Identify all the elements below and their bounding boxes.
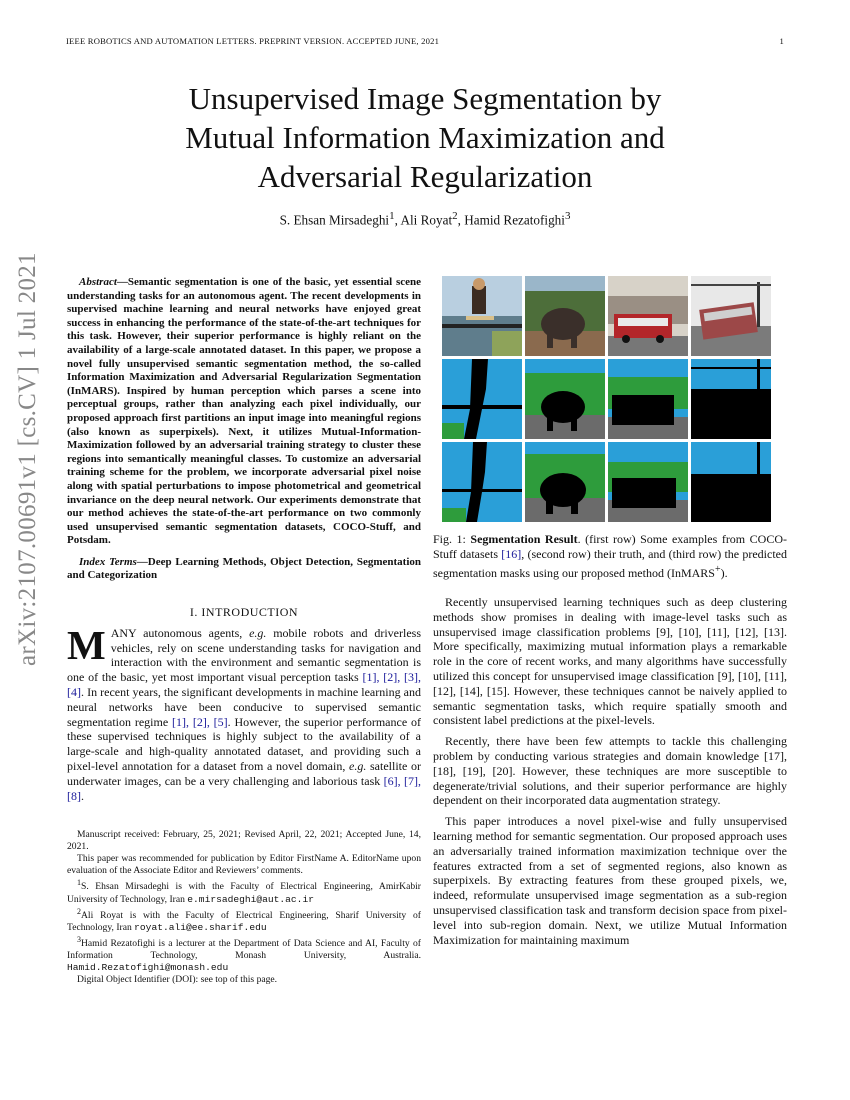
body-paragraph: Recently unsupervised learning techniques such as deep clustering methods show promises in dealing with image-level tasks such as unsupervised image classification problems [9], [10], [11], [12], [13]. More specifically, maximizing mutual information plays a remarkable role in the core of recent works, and many algorithms have successfully utilized this concept for unsupervised image classification [9], [10], [11], [12], [14], [15]. However, these techniques cannot be naively applied to semantic segmentation tasks, which require spatially smooth and consistent label predictions at the pixel-levels. [433,595,787,728]
abstract-text: —Semantic segmentation is one of the basic, yet essential scene understanding tasks for an autonomous agent. The recent developments in supervised machine learning and neural networks have enjoyed great success in enhancing the performance of the state-of-the-art techniques for this task. However, their superior performance is highly reliant on the availability of a large-scale annotated dataset. In this paper, we propose a novel fully unsupervised semantic segmentation method, the so-called Information Maximization and Adversarial Regularization Segmentation (InMARS). Inspired by human perception which parses a scene into perceptual groups, rather than analyzing each pixel individually, our proposed approach first partitions an input image into meaningful regions (also known as superpixels). Next, it utilizes Mutual-Information-Maximization followed by an adversarial training strategy to cluster these regions into semantically meaningful classes. To customize an adversarial training scheme for the problem, we incorporate adversarial pixel noise along with spatial perturbations to impose photometrical and geometrical invariance on the deep neural network. Our experiments demonstrate that our method achieves the state-of-the-art performance on two commonly used unsupervised semantic segmentation datasets, COCO-Stuff, and Potsdam. [67,276,421,547]
body-paragraph: Recently, there have been few attempts to tackle this challenging problem by conducting various strategies and domain knowledge [17], [18], [19], [20]. However, these techniques are more susceptible to degenerate/trivial solutions, and their superior performance are highly dependent on their incorporated data augmentation strategy. [433,734,787,808]
author-name: Hamid Rezatofighi [464,212,565,228]
index-terms-label: Index Terms [79,555,137,568]
footnote-author1 [67,877,421,905]
footnote-mark: 2 [77,906,81,916]
author-affiliation: 3 [564,210,571,222]
pred-mask-skateboarder [442,442,522,522]
abstract [67,276,421,548]
gt-mask-skateboarder [442,359,522,439]
citation-link[interactable]: [16] [501,547,522,561]
arxiv-identifier[interactable]: arXiv:2107.00691v1 [cs.CV] 1 Jul 2021 [14,252,41,666]
footnote-text: Hamid Rezatofighi is a lecturer at the Department of Data Science and AI, Faculty of Information Technology, Monash University, Australia. [67,937,421,961]
email-link[interactable]: royat.ali@ee.sharif.edu [134,921,267,933]
first-word-rest: ANY [110,625,137,640]
intro-paragraph [67,621,421,804]
footnotes [67,829,421,986]
photo-elephant [525,276,605,356]
gt-mask-elephant [525,359,605,439]
intro-text: autonomous agents, [136,625,250,640]
eg-abbrev: e.g. [249,625,267,640]
paper-title [100,79,750,196]
caption-text: . (first row) Some examples from COCO-Stuff datasets [433,532,788,561]
right-body [433,595,787,947]
right-column [433,276,787,953]
footnote-received: Manuscript received: February, 25, 2021; Revised April, 22, 2021; Accepted June, 14, 2021. [67,829,421,853]
drop-cap: M [67,621,106,668]
index-terms [67,556,421,583]
footnote-recommended: This paper was recommended for publication by Editor FirstName A. EditorName upon evaluation of the Associate Editor and Reviewers’ comments. [67,853,421,877]
citation-link[interactable]: [1], [2], [5] [172,714,228,729]
photo-bus [608,276,688,356]
footnote-author3 [67,934,421,974]
running-header [66,36,784,46]
caption-text: ). [720,566,728,580]
intro-text: mobile robots and driverless vehicles, rely on scene understanding tasks for navigation and interaction with the environment and semantic segmentation is one of the basic, yet most important visual perception tasks [67,625,421,685]
figure-caption [433,532,787,581]
photo-train [691,276,771,356]
footnote-doi: Digital Object Identifier (DOI): see top of this page. [77,973,278,985]
intro-text: . In recent years, the significant developments in machine learning and neural networks have been conducive to supervised semantic segmentation regime [67,685,421,729]
page-number: 1 [779,36,784,46]
gt-mask-bus [608,359,688,439]
author-name: Ali Royat [400,212,453,228]
citation-link[interactable]: [6], [7], [8] [67,773,421,803]
gt-mask-train [691,359,771,439]
index-terms-text: —Deep Learning Methods, Object Detection, Segmentation and Categorization [67,555,421,582]
footnote-text: Ali Royat is with the Faculty of Electrical Engineering, Sharif University of Technology, Iran [67,909,421,933]
figure-bold: Segmentation Result [470,532,578,546]
footnote-mark: 3 [77,934,81,944]
pred-mask-train [691,442,771,522]
email-link[interactable]: Hamid.Rezatofighi@monash.edu [67,961,229,973]
author-affiliation: 2 [452,210,458,222]
footnote-text: S. Ehsan Mirsadeghi is with the Faculty of Electrical Engineering, AmirKabir University of Technology, Iran [67,881,421,905]
eg-abbrev: e.g. [349,759,367,774]
figure-label: Fig. 1: [433,532,471,546]
author-affiliation: 1 [389,210,395,222]
intro-text: satellite or underwater images, can be a very challenging and laborious task [67,759,421,788]
running-header-text: IEEE ROBOTICS AND AUTOMATION LETTERS. PREPRINT VERSION. ACCEPTED JUNE, 2021 [66,36,440,46]
author-name: S. Ehsan Mirsadeghi [279,212,390,228]
section-heading: I. INTRODUCTION [189,605,299,620]
footnote-author2 [67,906,421,934]
body-paragraph: This paper introduces a novel pixel-wise and fully unsupervised learning method for semantic segmentation. Our proposed approach uses an adversarially trained information maximization technique over the features extracted from a set of segmented regions, also known as superpixels. By extracting features from these grouped pixels, we, indeed, reformulate unsupervised image segmentation as a sub-region unsupervised classification task and transform decision space from pixel-level into sub-region domain. Next, we utilize Mutual Information Maximization for maintaining maximum [433,814,787,947]
pred-mask-bus [608,442,688,522]
photo-skateboarder [442,276,522,356]
intro-text: . [81,788,84,803]
title-line: Unsupervised Image Segmentation by [188,81,662,116]
footnote-mark: 1 [77,878,81,888]
left-column [67,276,421,986]
figure-grid [442,276,771,522]
citation-link[interactable]: [1], [2], [3], [4] [67,670,421,700]
title-line: Adversarial Regularization [257,159,593,194]
author-list: S. Ehsan Mirsadeghi$^1$, Ali Royat$^2$, Hamid Rezatofighi$^3$ [279,210,571,228]
title-line: Mutual Information Maximization and [185,120,665,155]
abstract-label: Abstract [79,276,117,288]
email-link[interactable]: e.mirsadeghi@aut.ac.ir [187,893,314,905]
pred-mask-elephant [525,442,605,522]
caption-text: , (second row) their truth, and (third row) the predicted segmentation masks using our proposed method (InMARS [433,547,787,580]
caption-sup: + [714,564,721,575]
intro-text: . However, the superior performance of these supervised techniques is highly subject to the availability of a large-scale and high-quality annotated dataset, and providing such a pixel-level annotation for a dataset from a novel domain, [67,714,421,774]
